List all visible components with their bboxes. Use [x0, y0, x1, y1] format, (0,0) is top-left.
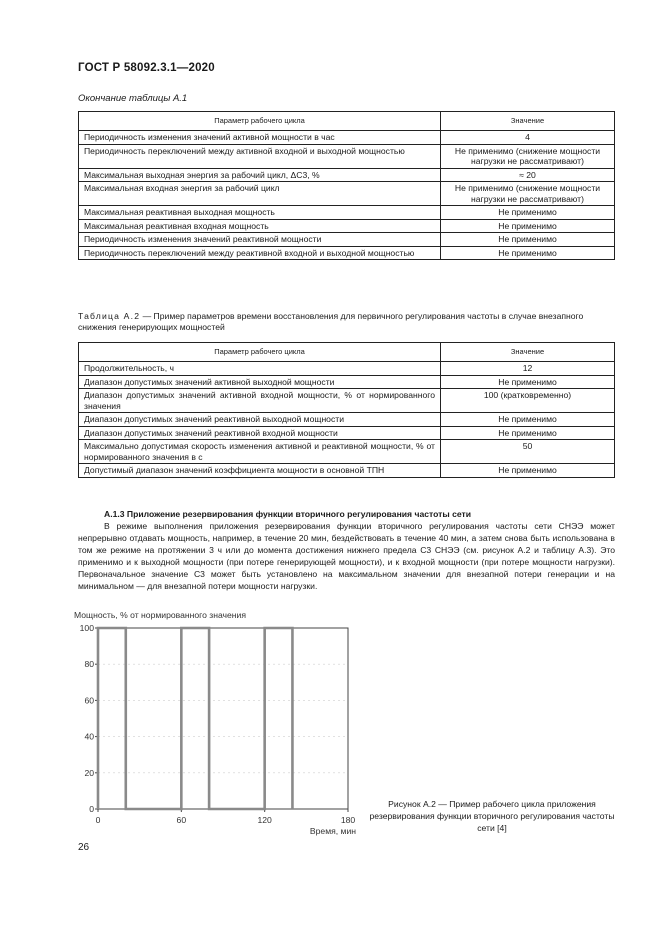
value-cell: 12 [441, 362, 615, 376]
section-a13 [78, 508, 615, 592]
y-axis-label: Мощность, % от нормированного значения [74, 610, 246, 620]
value-cell: Не применимо [441, 426, 615, 440]
param-cell: Периодичность переключений между реактивной входной и выходной мощностью [79, 246, 441, 260]
table-a2 [78, 342, 615, 478]
x-tick-label: 0 [95, 815, 101, 825]
table-row [79, 375, 615, 389]
section-paragraph: В режиме выполнения приложения резервирования функции вторичного регулирования частоты сети СНЭЭ может непрерывно отдавать мощность, например, в течение 20 мин, бездействовать в течение 40 мин, а затем снова быть использована в том же режиме на протяжении 3 ч или до момента достижения нижнего предела С3 СНЭЭ (см. рисунок А.2 и таблицу А.3). Это применимо и к выходной мощности (при потере генерирующей мощности), и к входной мощности (при потере мощности нагрузки). Первоначальное значение С3 может быть установлено на максимальном значении для внезапной потери генерации и на минимальном — для внезапной потери мощности нагрузки. [78, 521, 615, 591]
column-header-value: Значение [441, 343, 615, 362]
value-cell: Не применимо (снижение мощности нагрузки не рассматривают) [441, 144, 615, 168]
table-a1-caption: Окончание таблицы А.1 [78, 93, 188, 104]
column-header-value: Значение [441, 112, 615, 131]
value-cell: 50 [441, 440, 615, 464]
table-a1 [78, 111, 615, 260]
table-row [79, 426, 615, 440]
table-row [79, 440, 615, 464]
value-cell: ≈ 20 [441, 168, 615, 182]
table-row [79, 168, 615, 182]
param-cell: Продолжительность, ч [79, 362, 441, 376]
value-cell: Не применимо [441, 233, 615, 247]
param-cell: Диапазон допустимых значений активной выходной мощности [79, 375, 441, 389]
value-cell: Не применимо [441, 464, 615, 478]
chart-svg [70, 608, 370, 838]
x-axis-label: Время, мин [309, 826, 356, 836]
plot-frame [98, 628, 348, 809]
y-tick-label: 40 [84, 731, 94, 742]
value-cell: Не применимо [441, 219, 615, 233]
param-cell: Диапазон допустимых значений реактивной выходной мощности [79, 413, 441, 427]
table-row [79, 413, 615, 427]
table-row [79, 144, 615, 168]
series-line [98, 628, 292, 809]
param-cell: Максимальная реактивная выходная мощность [79, 206, 441, 220]
param-cell: Диапазон допустимых значений реактивной входной мощности [79, 426, 441, 440]
param-cell: Максимальная входная энергия за рабочий цикл [79, 182, 441, 206]
table-a2-label: Таблица А.2 [78, 311, 141, 321]
table-a2-title [78, 311, 615, 333]
table-row [79, 246, 615, 260]
figure-a2-chart [70, 608, 370, 838]
value-cell: 4 [441, 131, 615, 145]
param-cell: Максимальная реактивная входная мощность [79, 219, 441, 233]
x-tick-label: 60 [176, 815, 187, 825]
param-cell: Периодичность изменения значений реактивной мощности [79, 233, 441, 247]
value-cell: Не применимо (снижение мощности нагрузки не рассматривают) [441, 182, 615, 206]
param-cell: Периодичность изменения значений активной мощности в час [79, 131, 441, 145]
column-header-param: Параметр рабочего цикла [79, 343, 441, 362]
y-tick-label: 60 [84, 695, 94, 706]
table-header-row [79, 112, 615, 131]
document-header: ГОСТ Р 58092.3.1—2020 [78, 62, 215, 74]
param-cell: Максимальная выходная энергия за рабочий цикл, ΔС3, % [79, 168, 441, 182]
value-cell: Не применимо [441, 375, 615, 389]
y-tick-label: 0 [89, 804, 94, 814]
value-cell: 100 (кратковременно) [441, 389, 615, 413]
param-cell: Допустимый диапазон значений коэффициента мощности в основной ТПН [79, 464, 441, 478]
table-row [79, 362, 615, 376]
x-tick-label: 180 [340, 815, 356, 825]
value-cell: Не применимо [441, 413, 615, 427]
param-cell: Периодичность переключений между активной входной и выходной мощностью [79, 144, 441, 168]
y-tick-label: 80 [84, 659, 94, 670]
table-row [79, 206, 615, 220]
table-row [79, 464, 615, 478]
figure-caption: Рисунок А.2 — Пример рабочего цикла приложения резервирования функции вторичного регулирования частоты сети [4] [369, 799, 615, 833]
x-tick-label: 120 [257, 815, 272, 825]
table-header-row [79, 343, 615, 362]
table-row [79, 182, 615, 206]
param-cell: Максимально допустимая скорость изменения активной и реактивной мощности, % от нормированного значения в с [79, 440, 441, 464]
y-tick-label: 100 [79, 623, 94, 633]
table-row [79, 233, 615, 247]
column-header-param: Параметр рабочего цикла [79, 112, 441, 131]
param-cell: Диапазон допустимых значений активной входной мощности, % от нормированного значения [79, 389, 441, 413]
section-heading: А.1.3 Приложение резервирования функции вторичного регулирования частоты сети [104, 509, 472, 519]
y-tick-label: 20 [84, 767, 94, 778]
value-cell: Не применимо [441, 206, 615, 220]
page-number: 26 [78, 842, 90, 853]
table-row [79, 131, 615, 145]
table-a2-title-text: — Пример параметров времени восстановления для первичного регулирования частоты в случае внезапного снижения генерирующих мощностей [78, 311, 584, 332]
table-row [79, 219, 615, 233]
table-row [79, 389, 615, 413]
value-cell: Не применимо [441, 246, 615, 260]
